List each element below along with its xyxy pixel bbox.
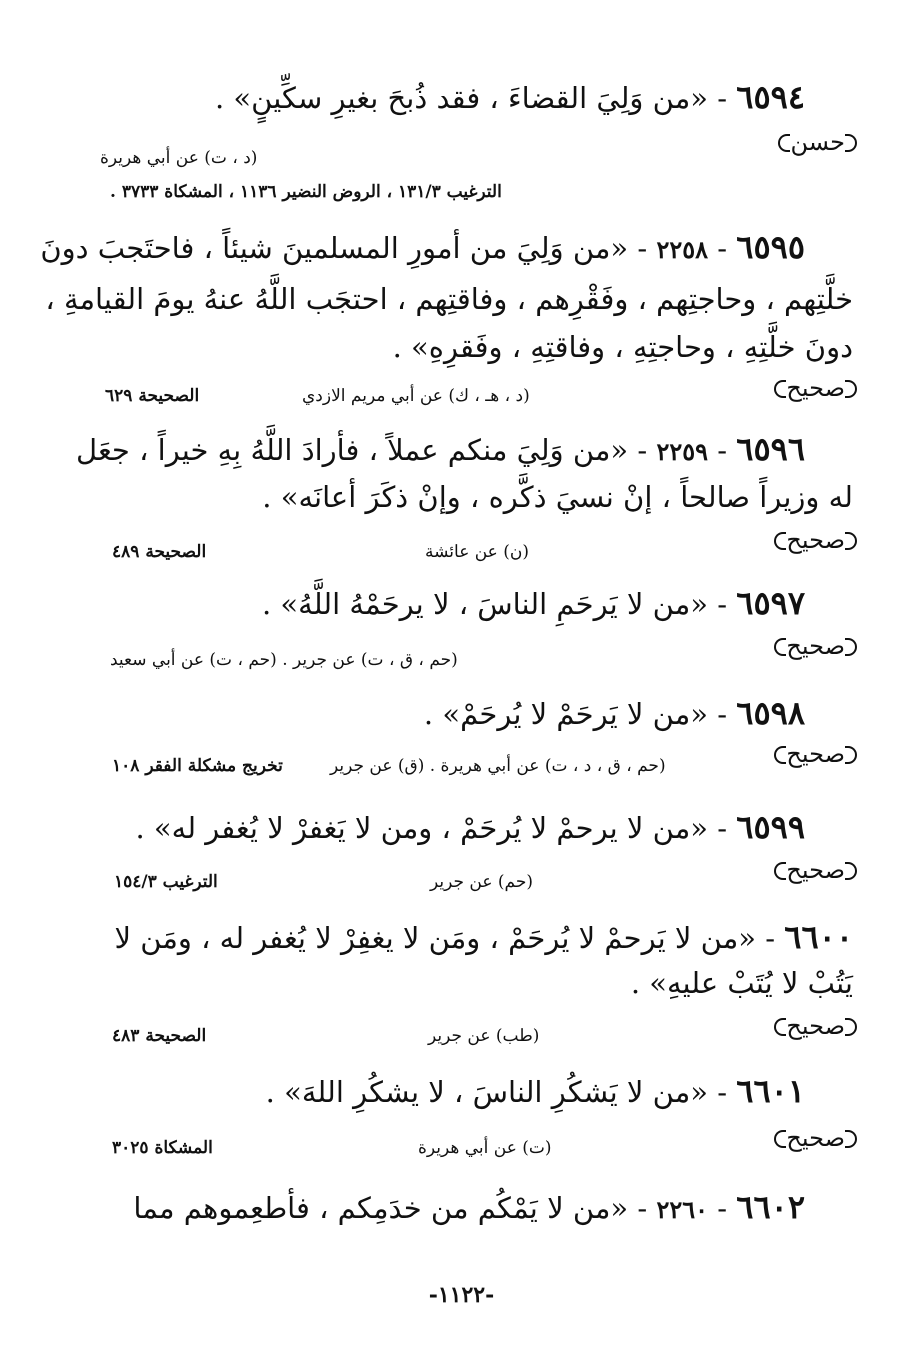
hadith-number: ٦٥٩٦ — [736, 430, 805, 468]
hadith-text: يَتُبْ لا يُتَبْ عليهِ» . — [630, 966, 853, 1000]
secondary-number: ٢٢٥٩ — [656, 437, 708, 466]
hadith-text: «من لا يرحمْ لا يُرحَمْ ، ومن لا يَغفرْ لا يُغفر له» . — [135, 811, 708, 845]
grade-badge: صحيح — [778, 374, 853, 402]
reference: الصحيحة ٤٨٣ — [112, 1026, 207, 1046]
grade-badge: صحيح — [778, 1124, 853, 1152]
sources: (حم ، ق ، ت) عن جرير . (حم ، ت) عن أبي سعيد — [110, 650, 458, 670]
grade-badge: حسن — [782, 128, 853, 156]
sources: (ت) عن أبي هريرة — [418, 1138, 552, 1158]
hadith-6597-line-1: ٦٥٩٧ - «من لا يَرحَمِ الناسَ ، لا يرحَمْهُ اللَّهُ» . — [261, 584, 805, 622]
hadith-text: دونَ خلَّتِهِ ، وحاجتِهِ ، وفاقتِهِ ، وفَقرِهِ» . — [392, 330, 853, 364]
hadith-6600-line-1: ٦٦٠٠ - «من لا يَرحمْ لا يُرحَمْ ، ومَن لا يغفِرْ لا يُغفر له ، ومَن لا — [114, 918, 853, 956]
hadith-text: «من لا يَشكُرِ الناسَ ، لا يشكُرِ اللهَ» . — [265, 1075, 708, 1109]
sources: (حم ، ق ، د ، ت) عن أبي هريرة . (ق) عن جرير — [330, 756, 666, 776]
hadith-6596-line-1: ٦٥٩٦ - ٢٢٥٩ - «من وَلِيَ منكم عملاً ، فأرادَ اللَّهُ بِهِ خيراً ، جعَل — [75, 430, 805, 468]
reference: المشكاة ٣٠٢٥ — [112, 1138, 213, 1158]
hadith-6602-line-1: ٦٦٠٢ - ٢٢٦٠ - «من لا يَمْكُم من خدَمِكم ، فأطعِموهم مما — [133, 1188, 805, 1226]
hadith-number: ٦٥٩٥ — [736, 228, 805, 266]
hadith-text: «من لا يَمْكُم من خدَمِكم ، فأطعِموهم مما — [133, 1191, 629, 1225]
hadith-number: ٦٥٩٩ — [736, 808, 805, 846]
reference: تخريج مشكلة الفقر ١٠٨ — [112, 756, 283, 776]
hadith-text: «من وَلِيَ منكم عملاً ، فأرادَ اللَّهُ بِهِ خيراً ، جعَل — [75, 433, 629, 467]
hadith-text: «من وَلِيَ القضاءَ ، فقد ذُبحَ بغيرِ سكِّينٍ» . — [214, 81, 708, 115]
hadith-text: «من لا يَرحَمْ لا يُرحَمْ» . — [423, 697, 708, 731]
sources: (د ، هـ ، ك) عن أبي مريم الازدي — [302, 386, 530, 406]
grade-badge: صحيح — [778, 526, 853, 554]
hadith-number: ٦٦٠١ — [736, 1072, 805, 1110]
sources: (طب) عن جرير — [428, 1026, 540, 1046]
hadith-6598-line-1: ٦٥٩٨ - «من لا يَرحَمْ لا يُرحَمْ» . — [423, 694, 805, 732]
hadith-text: له وزيراً صالحاً ، إنْ نسيَ ذكَّره ، وإنْ ذكَرَ أعانَه» . — [262, 480, 853, 514]
sources: (د ، ت) عن أبي هريرة — [100, 148, 258, 168]
grade-badge: صحيح — [778, 1012, 853, 1040]
sources: (ن) عن عائشة — [425, 542, 529, 562]
hadith-6594-line-1: ٦٥٩٤ - «من وَلِيَ القضاءَ ، فقد ذُبحَ بغيرِ سكِّينٍ» . — [214, 78, 805, 116]
hadith-6601-line-1: ٦٦٠١ - «من لا يَشكُرِ الناسَ ، لا يشكُرِ اللهَ» . — [265, 1072, 805, 1110]
hadith-text: «من لا يَرحمْ لا يُرحَمْ ، ومَن لا يغفِرْ لا يُغفر له ، ومَن لا — [114, 921, 756, 955]
hadith-number: ٦٦٠٢ — [736, 1188, 805, 1226]
hadith-number: ٦٥٩٧ — [736, 584, 805, 622]
reference: الترغيب ١٣١/٣ ، الروض النضير ١١٣٦ ، المشكاة ٣٧٣٣ . — [110, 182, 502, 202]
hadith-number: ٦٦٠٠ — [784, 918, 853, 956]
reference: الصحيحة ٦٢٩ — [105, 386, 200, 406]
hadith-text: «من وَلِيَ من أمورِ المسلمينَ شيئاً ، فاحتَجبَ دونَ — [40, 231, 629, 265]
secondary-number: ٢٢٦٠ — [656, 1195, 708, 1224]
hadith-text: خلَّتِهم ، وحاجتِهم ، وفَقْرِهم ، وفاقتِهم ، احتجَب اللَّهُ عنهُ يومَ القيامةِ ، — [45, 282, 853, 316]
hadith-6595-line-1: ٦٥٩٥ - ٢٢٥٨ - «من وَلِيَ من أمورِ المسلمينَ شيئاً ، فاحتَجبَ دونَ — [40, 228, 805, 266]
secondary-number: ٢٢٥٨ — [656, 235, 708, 264]
hadith-6599-line-1: ٦٥٩٩ - «من لا يرحمْ لا يُرحَمْ ، ومن لا يَغفرْ لا يُغفر له» . — [135, 808, 805, 846]
sources: (حم) عن جرير — [430, 872, 533, 892]
hadith-text: «من لا يَرحَمِ الناسَ ، لا يرحَمْهُ اللَّهُ» . — [261, 587, 708, 621]
hadith-number: ٦٥٩٤ — [736, 78, 805, 116]
grade-badge: صحيح — [778, 740, 853, 768]
grade-badge: صحيح — [778, 856, 853, 884]
reference: الترغيب ١٥٤/٣ — [114, 872, 218, 892]
hadith-number: ٦٥٩٨ — [736, 694, 805, 732]
page-number: -١١٢٢- — [428, 1282, 495, 1308]
reference: الصحيحة ٤٨٩ — [112, 542, 207, 562]
grade-badge: صحيح — [778, 632, 853, 660]
